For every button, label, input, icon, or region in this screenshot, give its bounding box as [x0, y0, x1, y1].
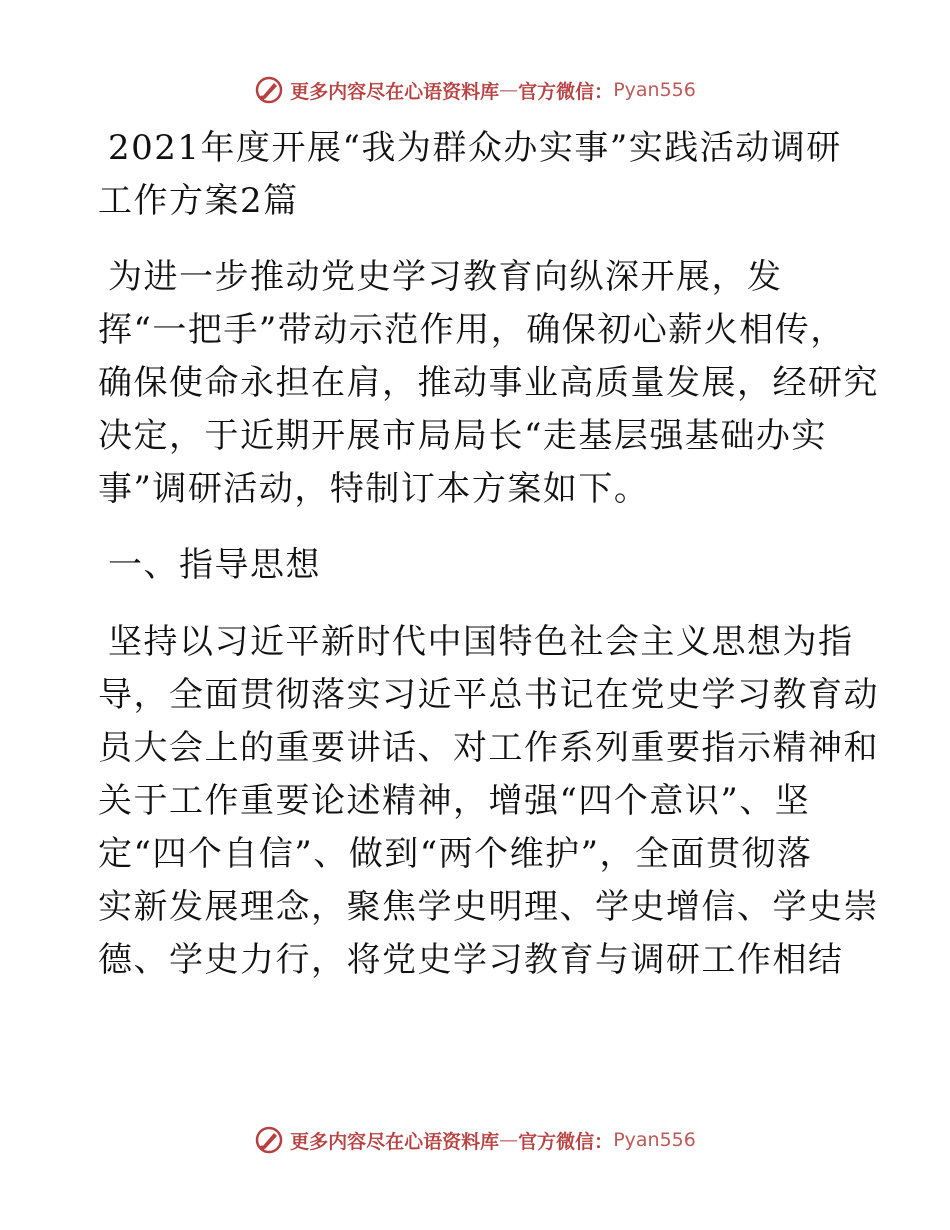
- intro-line-3: 确保使命永担在肩，推动事业高质量发展，经研究: [98, 363, 879, 403]
- intro-line-5: 事”调研活动，特制订本方案如下。: [98, 469, 650, 509]
- watermark-wechat-label: 官方微信：: [518, 80, 614, 103]
- watermark-site-text: 更多内容尽在心语资料库: [290, 80, 500, 103]
- section-line-7: 德、学史力行，将党史学习教育与调研工作相结: [98, 940, 844, 980]
- intro-line-4: 决定，于近期开展市局局长“走基层强基础办实: [98, 416, 827, 456]
- watermark-banner-top: [0, 70, 950, 110]
- watermark-wechat-id: Pyan556: [613, 79, 696, 101]
- intro-line-1: 为进一步推动党史学习教育向纵深开展，发: [108, 257, 783, 297]
- watermark-dash: —: [499, 79, 519, 101]
- section-line-6: 实新发展理念，聚焦学史明理、学史增信、学史崇: [98, 887, 879, 927]
- document-title-line-1: 2021年度开展“我为群众办实事”实践活动调研: [108, 128, 842, 168]
- section-line-2: 导，全面贯彻落实习近平总书记在党史学习教育动: [98, 675, 879, 715]
- section-line-5: 定“四个自信”、做到“两个维护”，全面贯彻落: [98, 834, 813, 874]
- section-heading: 一、指导思想: [108, 545, 321, 585]
- watermark-dash: —: [499, 1129, 519, 1151]
- intro-line-2: 挥“一把手”带动示范作用，确保初心薪火相传，: [98, 310, 846, 350]
- section-line-1: 坚持以习近平新时代中国特色社会主义思想为指: [108, 622, 854, 662]
- pen-circle-logo-icon: [254, 75, 284, 105]
- document-body: [98, 122, 879, 987]
- watermark-wechat-id: Pyan556: [613, 1129, 696, 1151]
- watermark-banner-bottom: [0, 1120, 950, 1160]
- watermark-site-text: 更多内容尽在心语资料库: [290, 1130, 500, 1153]
- pen-circle-logo-icon: [254, 1125, 284, 1155]
- section-line-3: 员大会上的重要讲话、对工作系列重要指示精神和: [98, 728, 879, 768]
- document-title-line-2: 工作方案2篇: [98, 181, 299, 221]
- section-line-4: 关于工作重要论述精神，增强“四个意识”、坚: [98, 781, 811, 821]
- watermark-wechat-label: 官方微信：: [518, 1130, 614, 1153]
